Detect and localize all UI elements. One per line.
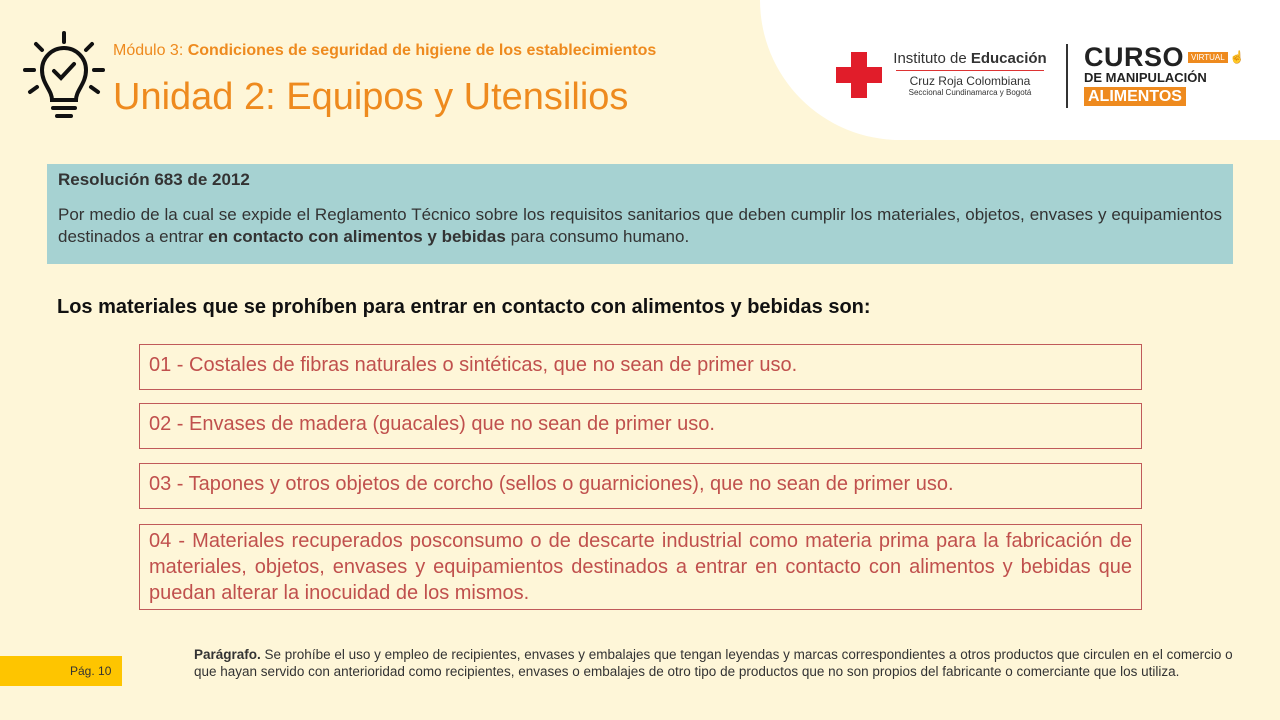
- resolution-text: [58, 204, 1222, 248]
- resolution-text-after: para consumo humano.: [505, 227, 690, 246]
- material-item-04: 04 - Materiales recuperados posconsumo o de descarte industrial como materia prima para la fabricación de materiales, objetos, envases y equipamientos destinados a entrar en contacto con alimentos y bebidas que puedan alterar la inocuidad de los mismos.: [139, 524, 1142, 610]
- curso-word: CURSO: [1084, 42, 1185, 72]
- red-cross-icon: [836, 52, 882, 98]
- materials-heading: Los materiales que se prohíben para entrar en contacto con alimentos y bebidas son:: [57, 296, 871, 318]
- seccional-name: Seccional Cundinamarca y Bogotá: [908, 88, 1032, 97]
- paragrafo-note: [194, 646, 1250, 680]
- institute-bold: Educación: [970, 50, 1047, 67]
- module-title: Condiciones de seguridad de higiene de los establecimientos: [187, 42, 657, 59]
- alimentos-badge: ALIMENTOS: [1084, 87, 1186, 106]
- org-name: Cruz Roja Colombiana: [909, 74, 1031, 88]
- lightbulb-check-icon: [22, 30, 106, 122]
- institute-prefix: Instituto de: [893, 50, 971, 67]
- page-title: Unidad 2: Equipos y Utensilios: [113, 76, 629, 118]
- virtual-badge: VIRTUAL: [1188, 52, 1228, 63]
- paragrafo-text: Se prohíbe el uso y empleo de recipientes, envases y embalajes que tengan leyendas y marcas correspondientes a otros productos que circulen en el comercio o que hayan servido con anterioridad como recipientes, envases o embalajes de otro tipo de productos que no son propios del fabricante o comerciante que los utiliza.: [194, 647, 1233, 679]
- module-prefix: Módulo 3:: [113, 42, 184, 59]
- resolution-text-bold: en contacto con alimentos y bebidas: [208, 227, 506, 246]
- pointer-hand-icon: ☝: [1229, 50, 1245, 64]
- resolution-box: [47, 164, 1233, 264]
- material-item-03: 03 - Tapones y otros objetos de corcho (sellos o guarniciones), que no sean de primer uso.: [139, 463, 1142, 509]
- resolution-text-before: Por medio de la cual se expide el Reglamento Técnico sobre los requisitos sanitarios que deben cumplir los materiales, objetos, envases y equipamientos destinados a entrar: [58, 205, 1222, 246]
- paragrafo-label: Parágrafo.: [194, 647, 261, 662]
- module-heading: [113, 42, 656, 60]
- resolution-title: Resolución 683 de 2012: [58, 170, 250, 189]
- course-logo: [1084, 42, 1245, 106]
- institute-logo: [890, 50, 1050, 97]
- material-item-01: 01 - Costales de fibras naturales o sintéticas, que no sean de primer uso.: [139, 344, 1142, 390]
- page-number: Pág. 10: [0, 656, 122, 686]
- logo-divider: [896, 70, 1044, 71]
- de-manipulacion: DE MANIPULACIÓN: [1084, 70, 1207, 85]
- logo-separator: [1066, 44, 1068, 108]
- material-item-02: 02 - Envases de madera (guacales) que no sean de primer uso.: [139, 403, 1142, 449]
